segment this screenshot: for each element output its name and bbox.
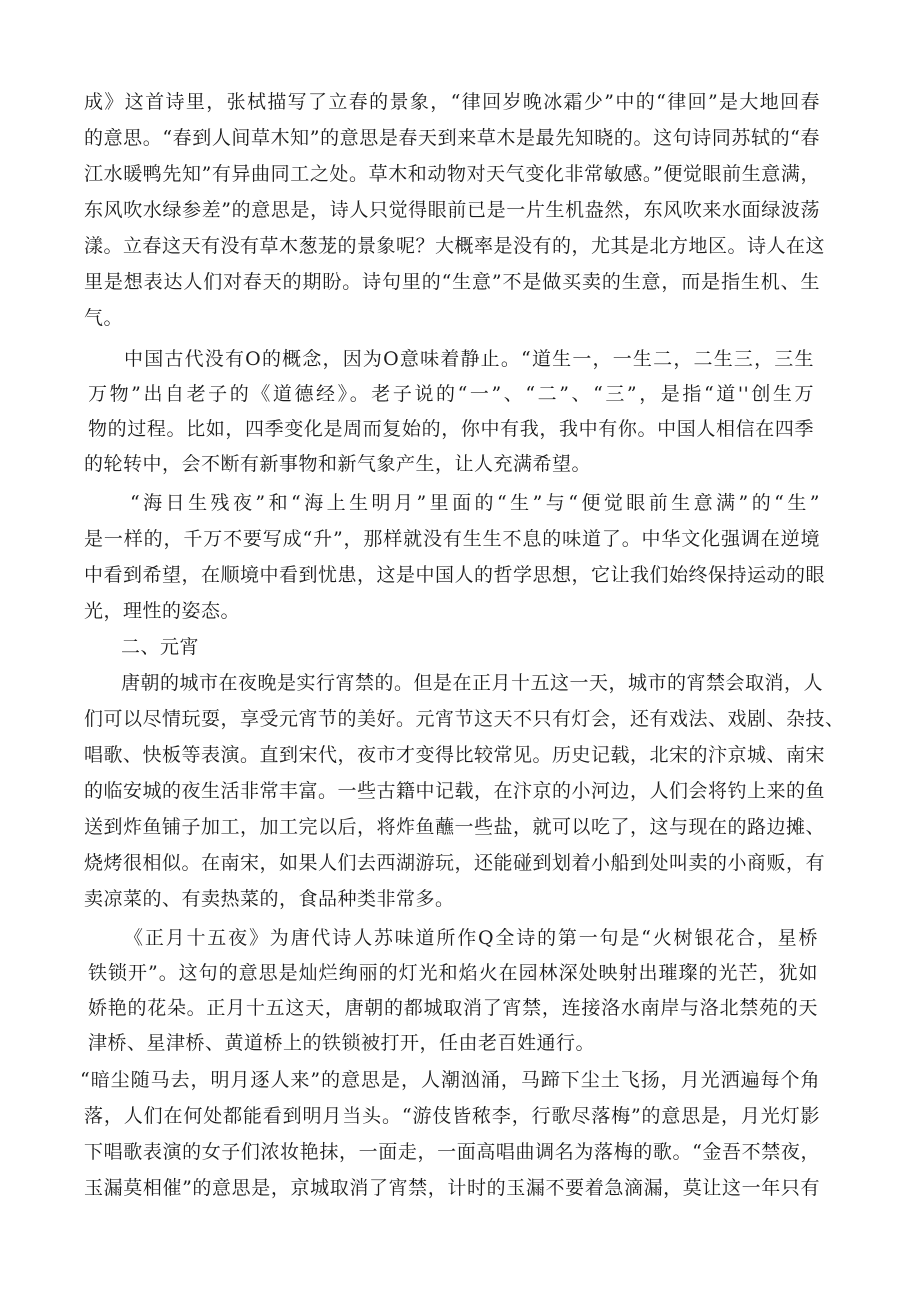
text-line: 江水暖鸭先知”有异曲同工之处。草木和动物对天气变化非常敏感。”便觉眼前生意满， <box>84 163 820 185</box>
text-line: 漾。立春这天有没有草木葱茏的景象呢？大概率是没有的，尤其是北方地区。诗人在这 <box>84 235 826 257</box>
text-line: 东风吹水绿参差”的意思是，诗人只觉得眼前已是一片生机盎然，东风吹来水面绿波荡 <box>84 199 820 221</box>
text-line: 的临安城的夜生活非常丰富。一些古籍中记载，在汴京的小河边，人们会将钓上来的鱼 <box>84 780 826 802</box>
text-line: 物的过程。比如，四季变化是周而复始的，你中有我，我中有你。中国人相信在四季 <box>88 418 814 440</box>
text-line: “暗尘随马去，明月逐人来”的意思是，人潮汹涌，马蹄下尘土飞扬，月光洒遍每个角 <box>80 1069 820 1091</box>
text-line: 津桥、星津桥、黄道桥上的铁锁被打开，任由老百姓通行。 <box>88 1032 596 1054</box>
text-line: 的轮转中，会不断有新事物和新气象产生，让人充满希望。 <box>84 453 592 475</box>
text-line: 玉漏莫相催”的意思是，京城取消了宵禁，计时的玉漏不要着急滴漏，莫让这一年只有 <box>84 1177 820 1199</box>
text-line: 光，理性的姿态。 <box>84 600 241 622</box>
text-line: 是一样的，千万不要写成“升”，那样就没有生生不息的味道了。中华文化强调在逆境 <box>84 528 820 550</box>
text-line: 们可以尽情玩耍，享受元宵节的美好。元宵节这天不只有灯会，还有戏法、戏剧、杂技、 <box>84 708 845 730</box>
text-line: 下唱歌表演的女子们浓妆艳抹，一面走，一面高唱曲调名为落梅的歌。“金吾不禁夜， <box>84 1141 820 1163</box>
section-heading: 二、元宵 <box>121 636 200 658</box>
text-line: 气。 <box>84 307 124 329</box>
text-line: 唱歌、快板等表演。直到宋代，夜市才变得比较常见。历史记载，北宋的汴京城、南宋 <box>84 744 826 766</box>
text-line: 《正月十五夜》为唐代诗人苏味道所作Q全诗的第一句是“火树银花合，星桥 <box>124 927 818 949</box>
text-line: 铁锁开”。这句的意思是灿烂绚丽的灯光和焰火在园林深处映射出璀璨的光芒，犹如 <box>88 962 818 984</box>
text-line: 卖凉菜的、有卖热菜的，食品种类非常多。 <box>84 888 455 910</box>
text-line: 里是想表达人们对春天的期盼。诗句里的“生意”不是做买卖的生意，而是指生机、生 <box>84 271 820 293</box>
text-line: 烧烤很相似。在南宋，如果人们去西湖游玩，还能碰到划着小船到处叫卖的小商贩，有 <box>84 852 826 874</box>
text-line: 成》这首诗里，张栻描写了立春的景象，“律回岁晚冰霜少”中的“律回”是大地回春 <box>84 91 820 113</box>
text-line: 娇艳的花朵。正月十五这天，唐朝的都城取消了宵禁，连接洛水南岸与洛北禁苑的天 <box>88 997 818 1019</box>
text-line: 落，人们在何处都能看到明月当头。“游伎皆秾李，行歌尽落梅”的意思是，月光灯影 <box>84 1105 820 1127</box>
text-line: 万物”出自老子的《道德经》。老子说的“一”、“二”、“三”，是指“道''创生万 <box>88 383 814 405</box>
text-line: 唐朝的城市在夜晚是实行宵禁的。但是在正月十五这一天，城市的宵禁会取消，人 <box>121 672 824 694</box>
text-line: 中国古代没有O的概念，因为O意味着静止。“道生一，一生二，二生三，三生 <box>124 348 814 370</box>
text-line: 送到炸鱼铺子加工，加工完以后，将炸鱼蘸一些盐，就可以吃了，这与现在的路边摊、 <box>84 816 826 838</box>
text-line: 中看到希望，在顺境中看到忧患，这是中国人的哲学思想，它让我们始终保持运动的眼 <box>84 564 826 586</box>
text-line: “海日生残夜”和“海上生明月”里面的“生”与“便觉眼前生意满”的“生” <box>130 492 820 514</box>
text-line: 的意思。“春到人间草木知”的意思是春天到来草木是最先知晓的。这句诗同苏轼的“春 <box>84 127 820 149</box>
